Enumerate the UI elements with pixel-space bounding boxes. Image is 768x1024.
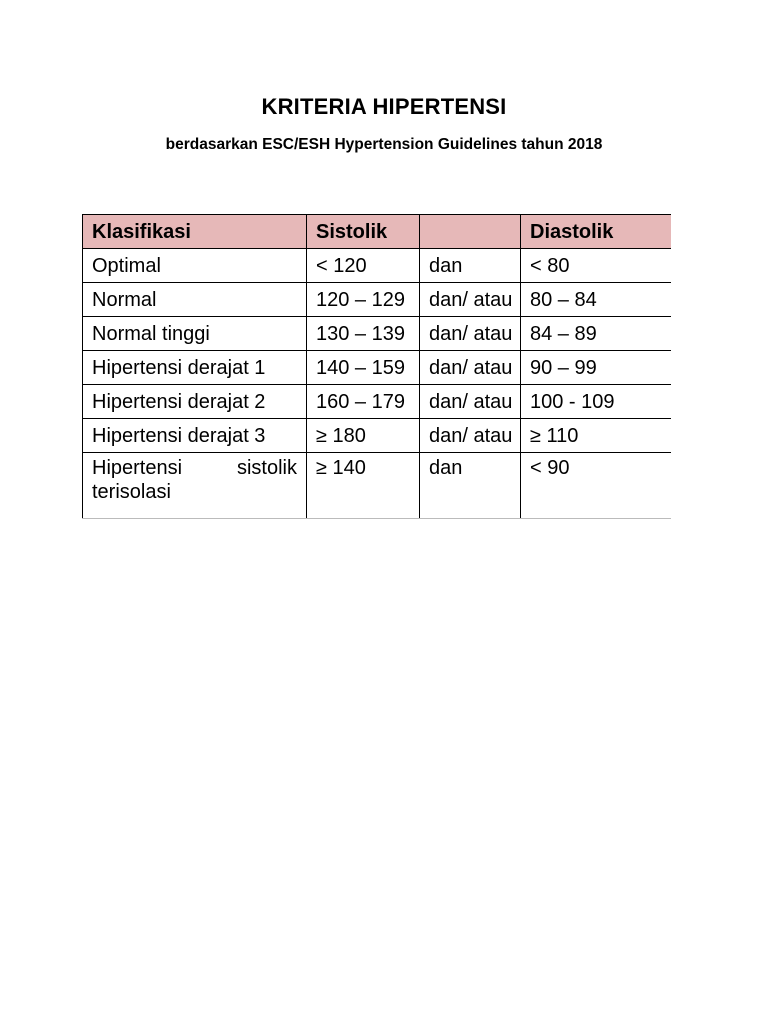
table-row <box>83 419 671 453</box>
table-row <box>83 453 671 519</box>
table-row <box>83 249 671 283</box>
cell-klasifikasi <box>83 453 307 519</box>
cell-operator: dan <box>420 249 521 283</box>
cell-sistolik: 120 – 129 <box>307 283 420 317</box>
cell-operator: dan <box>420 453 521 519</box>
table-row <box>83 351 671 385</box>
header-diastolik: Diastolik <box>521 215 671 249</box>
cell-diastolik: 84 – 89 <box>521 317 671 351</box>
cell-sistolik: 130 – 139 <box>307 317 420 351</box>
cell-sistolik: 160 – 179 <box>307 385 420 419</box>
cell-sistolik: < 120 <box>307 249 420 283</box>
page-title: KRITERIA HIPERTENSI <box>261 94 507 119</box>
cell-sistolik: ≥ 180 <box>307 419 420 453</box>
cell-sistolik: 140 – 159 <box>307 351 420 385</box>
cell-klasifikasi: Normal <box>83 283 307 317</box>
cell-operator: dan/ atau <box>420 385 521 419</box>
klasifikasi-word: Hipertensi <box>92 457 183 479</box>
header-klasifikasi: Klasifikasi <box>83 215 307 249</box>
klasifikasi-line-2: terisolasi <box>92 481 171 503</box>
header-operator <box>420 215 521 249</box>
table-header-row <box>83 215 671 249</box>
cell-klasifikasi: Normal tinggi <box>83 317 307 351</box>
cell-klasifikasi: Optimal <box>83 249 307 283</box>
cell-diastolik: < 90 <box>521 453 671 519</box>
cell-diastolik: 100 - 109 <box>521 385 671 419</box>
table-row <box>83 283 671 317</box>
cell-diastolik: < 80 <box>521 249 671 283</box>
cell-diastolik: 90 – 99 <box>521 351 671 385</box>
cell-operator: dan/ atau <box>420 351 521 385</box>
cell-diastolik: 80 – 84 <box>521 283 671 317</box>
cell-operator: dan/ atau <box>420 419 521 453</box>
header-sistolik: Sistolik <box>307 215 420 249</box>
cell-klasifikasi: Hipertensi derajat 2 <box>83 385 307 419</box>
table-row <box>83 385 671 419</box>
page-subtitle: berdasarkan ESC/ESH Hypertension Guidelines tahun 2018 <box>165 136 603 153</box>
hypertension-criteria-table <box>82 214 671 519</box>
table-row <box>83 317 671 351</box>
cell-diastolik: ≥ 110 <box>521 419 671 453</box>
cell-klasifikasi: Hipertensi derajat 1 <box>83 351 307 385</box>
klasifikasi-word: sistolik <box>236 457 297 479</box>
cell-sistolik: ≥ 140 <box>307 453 420 519</box>
cell-operator: dan/ atau <box>420 317 521 351</box>
cell-klasifikasi: Hipertensi derajat 3 <box>83 419 307 453</box>
cell-operator: dan/ atau <box>420 283 521 317</box>
klasifikasi-line-1 <box>92 456 297 480</box>
